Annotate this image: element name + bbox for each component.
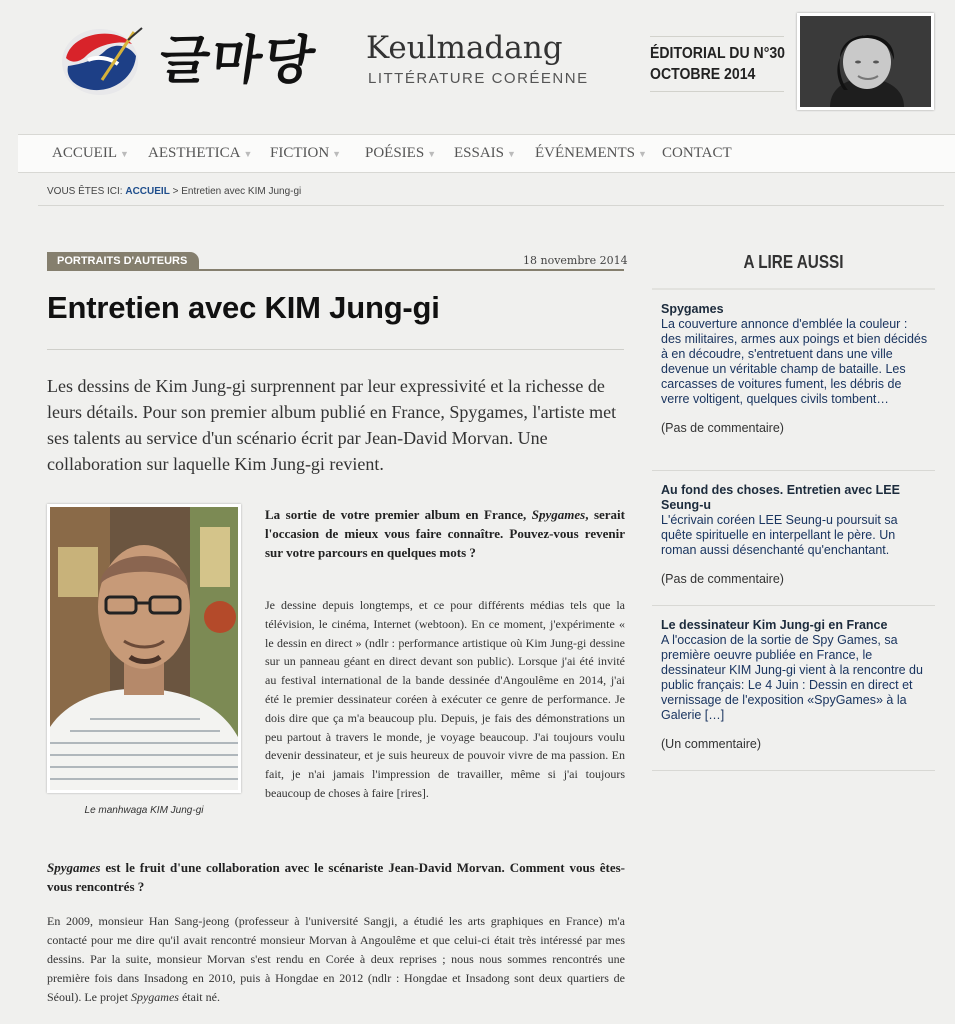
- breadcrumb: [47, 186, 301, 197]
- nav-item-essais[interactable]: [454, 145, 516, 162]
- breadcrumb-prefix: VOUS ÊTES ICI:: [47, 186, 123, 197]
- nav-label: ESSAIS: [454, 145, 505, 161]
- breadcrumb-separator: >: [172, 186, 179, 197]
- sidebar-article-comments[interactable]: (Pas de commentaire): [661, 421, 784, 435]
- book-title: Spygames: [531, 507, 586, 522]
- editorial-link[interactable]: [650, 36, 784, 92]
- sidebar-article-comments[interactable]: (Un commentaire): [661, 737, 762, 751]
- answer-2-start: En 2009, monsieur Han Sang-jeong (professeur à l'université Sangji, a étudié les arts graphiques en France) m'a contacté pour me dire qu'il avait rencontré monsieur Morvan à Angoulême et que celui-ci était très intéressé par mes dessins. Par la suite, monsieur Morvan s'est rendu en Corée à deux reprises ; nous nous sommes rencontrés une première fois dans Insadong en 2010, puis à Hongdae en 2012 (ndlr : Hongdae et Insadong sont deux quartiers de Séoul). Le projet: [47, 914, 625, 1004]
- sidebar-article-title[interactable]: Spygames: [661, 302, 724, 316]
- brand-name[interactable]: Keulmadang: [366, 30, 563, 66]
- photo-caption: Le manhwaga KIM Jung-gi: [84, 805, 204, 816]
- article-title: Entretien avec KIM Jung-gi: [47, 290, 440, 325]
- sidebar-article[interactable]: [661, 483, 929, 586]
- chevron-down-icon: ▼: [332, 149, 342, 159]
- question-2: [47, 858, 625, 896]
- sidebar-article-comments[interactable]: (Pas de commentaire): [661, 572, 784, 586]
- nav-label: CONTACT: [662, 145, 732, 161]
- nav-item-aesthetica[interactable]: [148, 145, 252, 162]
- chevron-down-icon: ▼: [243, 149, 253, 159]
- category-tag[interactable]: PORTRAITS D'AUTEURS: [47, 252, 199, 270]
- logo-hangul-text[interactable]: 글마당: [155, 30, 321, 91]
- editorial-line-2: OCTOBRE 2014: [650, 66, 756, 83]
- main-navigation: [18, 134, 955, 173]
- title-divider: [47, 349, 624, 350]
- nav-item-contact[interactable]: [662, 145, 732, 162]
- chevron-down-icon: ▼: [120, 149, 129, 159]
- chevron-down-icon: ▼: [427, 149, 437, 159]
- nav-label: FICTION: [270, 145, 330, 161]
- answer-1: Je dessine depuis longtemps, et ce pour différents médias tels que la télévision, le cinéma, Internet (webtoon). En ce moment, j'expérimente « le dessin en direct » (ndlr : performance artistique où Kim Jung-gi dessine sur un panneau géant en direct devant son public). Lorsque j'ai été invité au festival international de la bande dessinée d'Angoulême en 2014, j'ai été le premier dessinateur coréen à exécuter ce genre de performance. Je dois dire que ça m'a beaucoup plu. Depuis, je fais des démonstrations un peu partout à travers le monde, je voyage beaucoup. J'ai toujours voulu devenir dessinateur, et je suis heureux de pouvoir vivre de ma passion. En fait, je n'ai jamais l'impression de travailler, même si j'ai toujours beaucoup de choses à faire [rires].: [265, 598, 625, 800]
- answer-2: [47, 912, 625, 1007]
- post-date: 18 novembre 2014: [523, 254, 628, 267]
- chevron-down-icon: ▼: [507, 149, 516, 159]
- sidebar-title: A LIRE AUSSI: [743, 252, 844, 272]
- question-1: [265, 505, 625, 562]
- sidebar-divider: [652, 770, 935, 771]
- author-photo: [47, 504, 241, 793]
- category-underline: [47, 269, 624, 271]
- article-lead: Les dessins de Kim Jung-gi surprennent par leur expressivité et la richesse de leurs détails. Pour son premier album publié en France, Spygames, l'artiste met ses talents au service d'un scénario écrit par Jean-David Morvan. Une collaboration sur laquelle Kim Jung-gi revient.: [47, 376, 617, 474]
- chevron-down-icon: ▼: [638, 149, 647, 159]
- sidebar-article-excerpt: A l'occasion de la sortie de Spy Games, sa première oeuvre publiée en France, le dessinateur KIM Jung-gi vient à la rencontre du public français: Le 4 Juin : Dessin en direct et vernissage de l'exposition «SpyGames» à la Galerie […]: [661, 633, 923, 722]
- editor-photo[interactable]: [797, 13, 934, 110]
- question-1-start: La sortie de votre premier album en France,: [265, 507, 532, 522]
- brand-subtitle: LITTÉRATURE CORÉENNE: [368, 70, 589, 87]
- answer-2-end: était né.: [178, 990, 220, 1004]
- nav-label: ÉVÉNEMENTS: [535, 145, 635, 161]
- sidebar-article-title[interactable]: Le dessinateur Kim Jung-gi en France: [661, 618, 888, 632]
- sidebar-article-excerpt: La couverture annonce d'emblée la couleur : des militaires, armes aux poings et bien décidés à en découdre, s'entretuent dans une ville devenue un véritable champ de bataille. Les carcasses de voitures fument, les débris de verre voltigent, quelques civils tombent…: [661, 317, 928, 406]
- site-header: [0, 0, 955, 130]
- nav-label: ACCUEIL: [52, 145, 117, 161]
- sidebar-article-excerpt: L'écrivain coréen LEE Seung-u poursuit sa quête spirituelle en interpellant le père. Un roman aussi désenchanté qu'enchantant.: [661, 513, 898, 557]
- nav-label: AESTHETICA: [148, 145, 241, 161]
- book-title: Spygames: [130, 990, 179, 1004]
- keulmadang-logo-icon[interactable]: [58, 24, 146, 98]
- sidebar-article[interactable]: [661, 618, 929, 751]
- nav-item-poesies[interactable]: [365, 145, 436, 162]
- nav-label: POÉSIES: [365, 145, 425, 161]
- nav-item-accueil[interactable]: [52, 145, 129, 162]
- nav-item-evenements[interactable]: [535, 145, 647, 162]
- sidebar-divider: [652, 470, 935, 471]
- sidebar-article-title[interactable]: Au fond des choses. Entretien avec LEE Seung-u: [661, 483, 900, 512]
- question-1-end: , serait l'occasion de mieux vous faire connaître. Pouvez-vous revenir sur votre parcours en quelques mots ?: [265, 507, 625, 560]
- breadcrumb-home-link[interactable]: ACCUEIL: [125, 186, 170, 197]
- editorial-line-1: ÉDITORIAL DU N°30: [650, 45, 785, 62]
- book-title: Spygames: [47, 860, 101, 875]
- breadcrumb-current: Entretien avec KIM Jung-gi: [181, 186, 302, 197]
- sidebar-article[interactable]: [661, 302, 929, 435]
- nav-item-fiction[interactable]: [270, 145, 341, 162]
- sidebar-title-rule: [652, 288, 935, 290]
- sidebar-divider: [652, 605, 935, 606]
- breadcrumb-divider: [38, 205, 944, 206]
- question-2-end: est le fruit d'une collaboration avec le scénariste Jean-David Morvan. Comment vous êtes-vous rencontrés ?: [47, 860, 625, 894]
